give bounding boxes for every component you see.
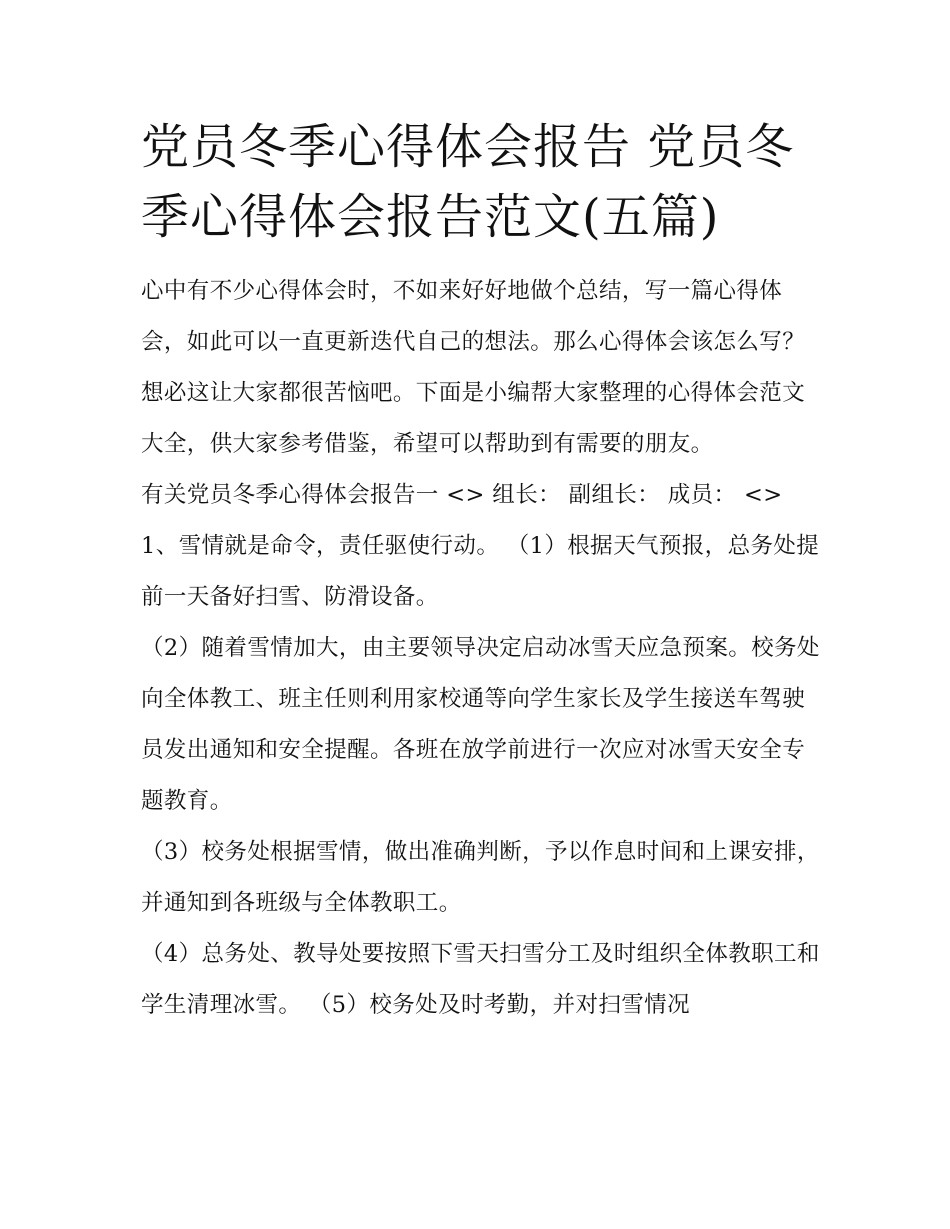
- document-title: 党员冬季心得体会报告 党员冬季心得体会报告范文(五篇): [141, 119, 795, 245]
- report-one-header: 有关党员冬季心得体会报告一 <> 组长： 副组长： 成员： <>: [141, 482, 783, 508]
- item-3-paragraph: （3）校务处根据雪情，做出准确判断，予以作息时间和上课安排，并通知到各班级与全体教职工。: [141, 839, 820, 916]
- intro-paragraph: 心中有不少心得体会时，不如来好好地做个总结，写一篇心得体会，如此可以一直更新迭代自己的想法。那么心得体会该怎么写？想必这让大家都很苦恼吧。下面是小编帮大家整理的心得体会范文大全，供大家参考借鉴，希望可以帮助到有需要的朋友。: [141, 278, 806, 457]
- item-2-paragraph: （2）随着雪情加大，由主要领导决定启动冰雪天应急预案。校务处向全体教工、班主任则利用家校通等向学生家长及学生接送车驾驶员发出通知和安全提醒。各班在放学前进行一次应对冰雪天安全专题教育。: [141, 635, 820, 814]
- document-body: [141, 112, 821, 1031]
- item-1-paragraph: 1、雪情就是命令，责任驱使行动。 （1）根据天气预报，总务处提前一天备好扫雪、防滑设备。: [141, 533, 820, 610]
- item-4-paragraph: （4）总务处、教导处要按照下雪天扫雪分工及时组织全体教职工和学生清理冰雪。 （5）校务处及时考勤，并对扫雪情况: [141, 941, 820, 1018]
